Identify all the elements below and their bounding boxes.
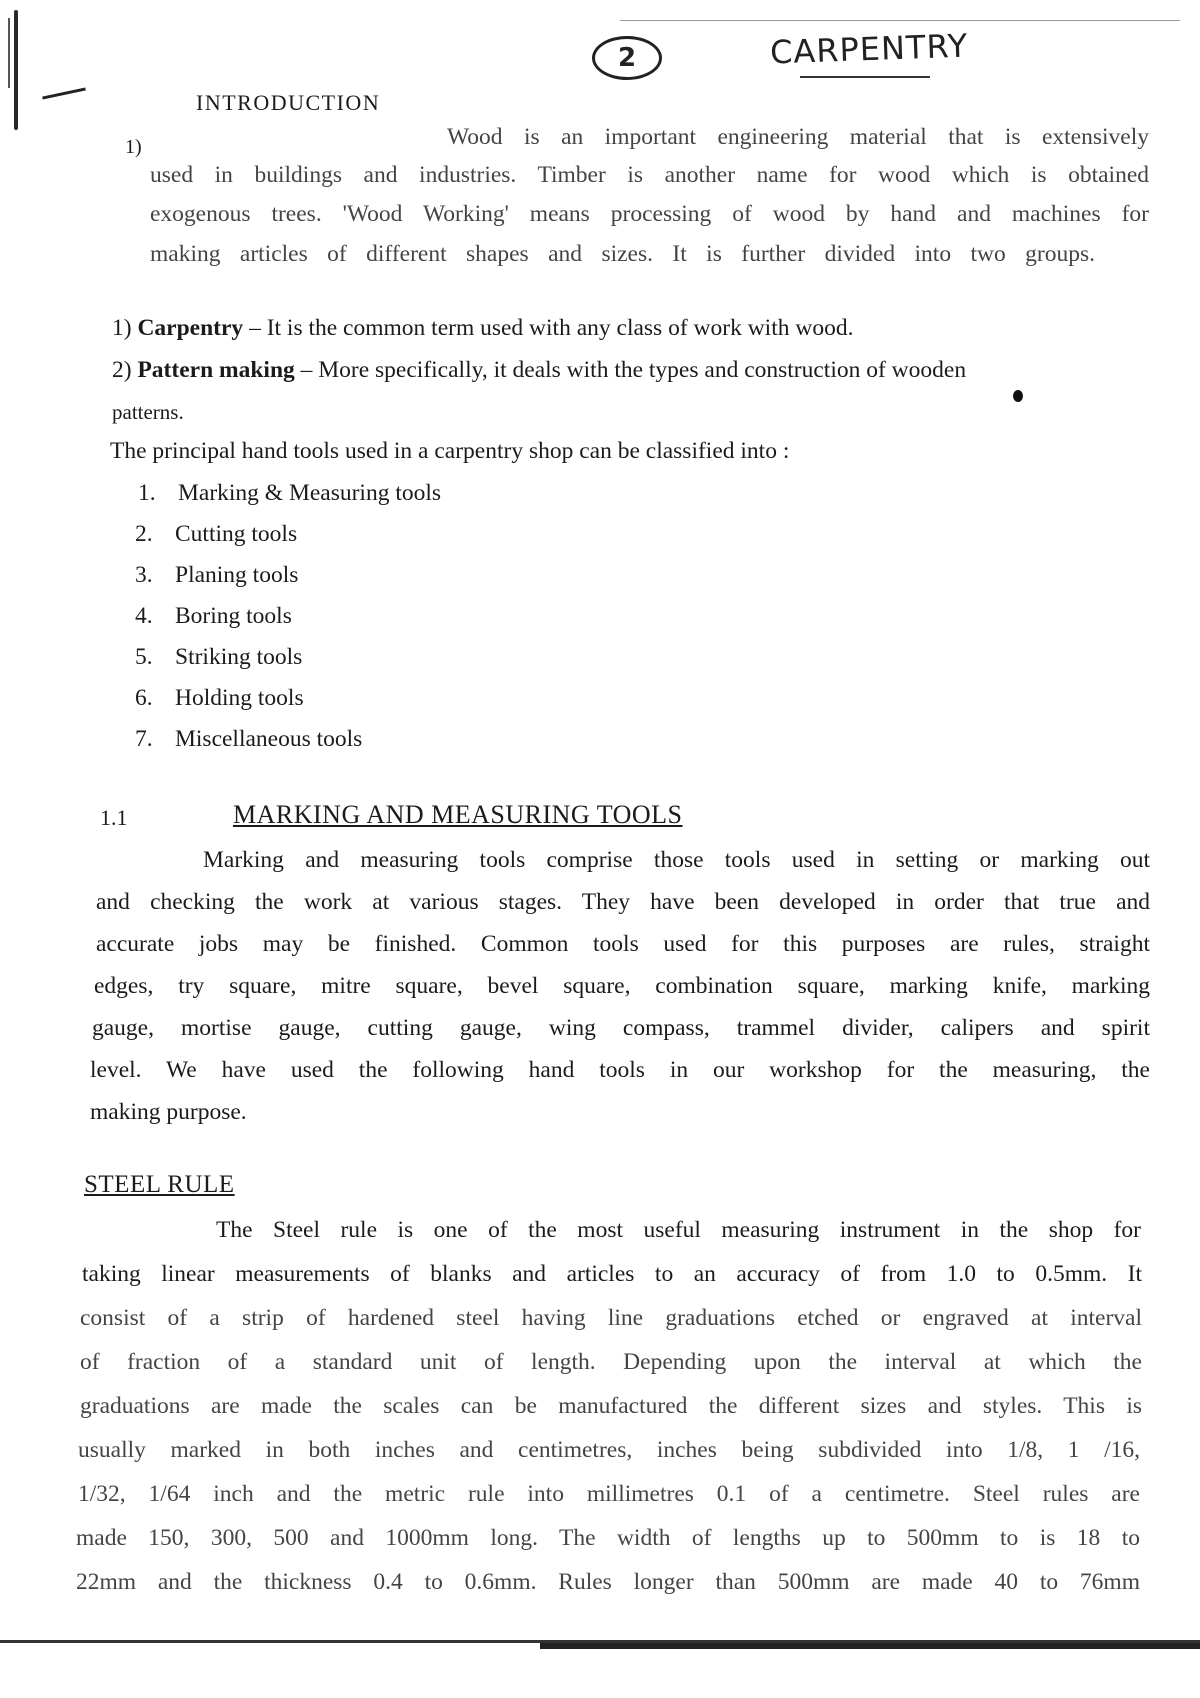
steel-para-line: taking linear measurements of blanks and articles to an accuracy of from 1.0 to 0.5mm. It (82, 1261, 1142, 1287)
binding-shadow-inner (8, 18, 10, 88)
tool-list-item: 2. Cutting tools (135, 521, 298, 547)
bottom-scan-shadow (540, 1643, 1200, 1649)
intro-number: 1) (125, 136, 142, 158)
section-number: 1.1 (100, 805, 128, 830)
steel-para-line: 1/32, 1/64 inch and the metric rule into millimetres 0.1 of a centimetre. Steel rules are (78, 1481, 1140, 1507)
section-para-line: Marking and measuring tools comprise those tools used in setting or marking out (203, 847, 1150, 873)
tool-list-item: 6. Holding tools (135, 685, 304, 711)
group-pattern-making: 2) Pattern making – More specifically, it deals with the types and construction of wooden (112, 357, 967, 383)
intro-para-line: Wood is an important engineering material that is extensively (447, 124, 1149, 150)
steel-para-line: The Steel rule is one of the most useful measuring instrument in the shop for (216, 1217, 1141, 1243)
intro-para-line: exogenous trees. 'Wood Working' means processing of wood by hand and machines for (150, 201, 1149, 227)
steel-para-line: consist of a strip of hardened steel having line graduations etched or engraved at interval (80, 1305, 1142, 1331)
classify-lead: The principal hand tools used in a carpentry shop can be classified into : (110, 438, 790, 464)
group-pattern-cont: patterns. (112, 400, 184, 424)
page-number-circled: 2 (592, 36, 662, 80)
binding-shadow (14, 10, 18, 130)
steel-para-line: of fraction of a standard unit of length. Depending upon the interval at which the (80, 1349, 1142, 1375)
section-para-line: accurate jobs may be finished. Common tools used for this purposes are rules, straight (96, 931, 1150, 957)
steel-para-line: usually marked in both inches and centimetres, inches being subdivided into 1/8, 1 /16, (78, 1437, 1140, 1463)
group-carpentry: 1) Carpentry – It is the common term used with any class of work with wood. (112, 315, 854, 341)
intro-para-line: making articles of different shapes and sizes. It is further divided into two groups. (150, 241, 1095, 267)
tool-list-item: 7. Miscellaneous tools (135, 726, 363, 752)
steel-rule-title: STEEL RULE (84, 1171, 235, 1198)
section-para-line: level. We have used the following hand tools in our workshop for the measuring, the (90, 1057, 1150, 1083)
steel-para-line: made 150, 300, 500 and 1000mm long. The width of lengths up to 500mm to is 18 to (76, 1525, 1140, 1551)
steel-para-line: 22mm and the thickness 0.4 to 0.6mm. Rules longer than 500mm are made 40 to 76mm (76, 1569, 1140, 1595)
tool-list-item: 4. Boring tools (135, 603, 292, 629)
ink-dot (1013, 390, 1023, 402)
intro-para-line: used in buildings and industries. Timber is another name for wood which is obtained (150, 162, 1149, 188)
section-para-line: and checking the work at various stages. They have been developed in order that true and (96, 889, 1150, 915)
section-title: MARKING AND MEASURING TOOLS (233, 800, 683, 829)
tool-list-item: 5. Striking tools (135, 644, 303, 670)
section-para-line: making purpose. (90, 1099, 247, 1125)
intro-heading: INTRODUCTION (196, 90, 381, 115)
margin-pen-mark (42, 87, 86, 99)
handwritten-subject: CARPENTRY (769, 26, 969, 72)
handwritten-underline (800, 76, 930, 78)
tool-list-item: 3. Planing tools (135, 562, 299, 588)
section-para-line: edges, try square, mitre square, bevel square, combination square, marking knife, marking (94, 973, 1150, 999)
steel-para-line: graduations are made the scales can be manufactured the different sizes and styles. This is (80, 1393, 1142, 1419)
section-para-line: gauge, mortise gauge, cutting gauge, wing compass, trammel divider, calipers and spirit (92, 1015, 1150, 1041)
tool-list-item: 1. Marking & Measuring tools (138, 480, 442, 506)
top-scan-line (620, 20, 1180, 21)
